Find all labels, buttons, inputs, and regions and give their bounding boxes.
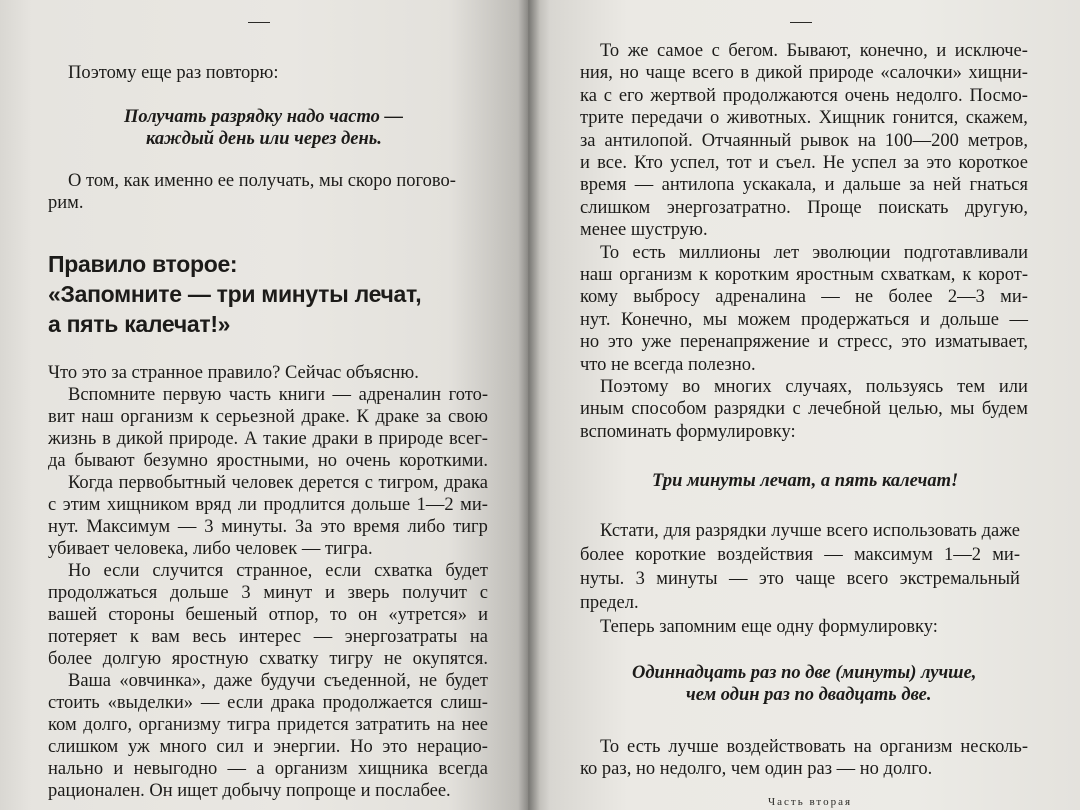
quote-line-2: каждый день или через день. [146, 129, 382, 149]
body-text-line: Когда первобытный человек дерется с тигром, драка [68, 473, 488, 493]
body-text-line: вит наш организм к серьезной драке. К драке за свою [48, 407, 488, 427]
quote-formula-1: Три минуты лечат, а пять калечат! [652, 471, 959, 491]
right-page [528, 0, 1080, 810]
body-text-line: ком долго, организму тигра придется затратить на нее [48, 715, 488, 735]
body-text-line: нут. Конечно, мы можем продержаться и дольше — [580, 309, 1028, 330]
body-text-line: более долгую яростную схватку тигру не окупятся. [48, 649, 488, 669]
section-heading-line-2: «Запомните — три минуты лечат, [48, 281, 422, 307]
body-text-line: что не всегда полезно. [580, 354, 756, 375]
body-text-line: Поэтому во многих случаях, пользуясь тем или [600, 377, 1028, 397]
body-text-line: нально и невыгодно — а организм хищника всегда [48, 759, 488, 779]
running-footer: Часть вторая [768, 796, 853, 808]
body-text-line: Кстати, для разрядки лучше всего использовать даже [600, 521, 1020, 541]
page-top-rule [790, 22, 812, 23]
body-text-line: более короткие воздействия — максимум 1—2 ми- [580, 545, 1020, 565]
body-text-line: вспоминать формулировку: [580, 421, 796, 442]
body-text-line: То есть миллионы лет эволюции подготавливали [600, 242, 1028, 263]
body-text-line: иным способом разрядки с лечебной целью, мы будем [580, 399, 1028, 420]
body-text-line: нут. Максимум — 3 минуты. За это время либо тигр [48, 517, 488, 537]
body-text-line: продолжаться дольше 3 минут и зверь получит с [48, 583, 488, 603]
quote-formula-2-line-1: Одиннадцать раз по две (минуты) лучше, [632, 663, 977, 683]
left-page [0, 0, 528, 810]
body-text-line: убивает человека, либо человек — тигра. [48, 539, 373, 559]
body-text-line: вашей стороны бешеный отпор, то он «утрется» и [48, 605, 488, 625]
body-text-line: слишком энергозатратно. Проще поискать другую, [580, 197, 1028, 218]
body-text-line: ко раз, но недолго, чем один раз — но долго. [580, 759, 933, 779]
body-text-line: То есть лучше воздействовать на организм несколь- [600, 737, 1028, 757]
paragraph-line: рим. [48, 193, 84, 213]
paragraph-line: О том, как именно ее получать, мы скоро погово- [68, 171, 456, 191]
section-heading-line-1: Правило второе: [48, 251, 238, 277]
body-text-line: наш организм к коротким яростным схваткам, к корот- [580, 265, 1028, 285]
body-text-line: потеряет к вам весь интерес — энергозатраты на [48, 627, 488, 647]
body-text-line: трите передачи о животных. Хищник гонится, скажем, [580, 108, 1028, 129]
body-text-line: жизнь в дикой природе. А такие драки в природе всег- [48, 429, 488, 449]
body-text-line: кому выбросу адреналина — не более 2—3 ми- [580, 287, 1028, 308]
body-text-line: время — антилопа ускакала, и дальше за ней гнаться [580, 175, 1028, 196]
intro-line: Поэтому еще раз повторю: [68, 63, 279, 83]
book-gutter [518, 0, 540, 810]
body-text-line: Вспомните первую часть книги — адреналин гото- [68, 385, 488, 405]
body-text-line: ка с его жертвой продолжаются очень недолго. Посмо- [580, 85, 1028, 106]
body-text-line: предел. [580, 593, 639, 613]
body-text-line: нуты. 3 минуты — это чаще всего экстремальный [580, 569, 1020, 589]
quote-formula-2-line-2: чем один раз по двадцать две. [686, 685, 932, 705]
body-text-line: да бывают безумно яростными, но очень короткими. [48, 451, 488, 471]
body-text-line: стоить «выделки» — если драка продолжается слиш- [48, 693, 488, 713]
body-text-line: менее шуструю. [580, 220, 708, 241]
body-text-line: То же самое с бегом. Бывают, конечно, и исключе- [600, 41, 1028, 61]
body-text-line: Но если случится странное, если схватка будет [68, 561, 488, 581]
body-text-line: Теперь запомним еще одну формулировку: [600, 617, 938, 637]
body-text-line: Что это за странное правило? Сейчас объясню. [48, 363, 419, 383]
body-text-line: и все. Кто успел, тот и съел. Не успел за это короткое [580, 153, 1028, 173]
quote-line-1: Получать разрядку надо часто — [124, 107, 403, 127]
body-text-line: ния, но чаще всего в дикой природе «салочки» хищни- [580, 63, 1028, 84]
body-text-line: но это уже перенапряжение и стресс, это изматывает, [580, 332, 1028, 353]
body-text-line: за антилопой. Отчаянный рывок на 100—200 метров, [580, 130, 1028, 151]
page-top-rule [248, 22, 270, 23]
body-text-line: слишком уж много сил и энергии. Но это нерацио- [48, 737, 488, 757]
body-text-line: с этим хищником вряд ли продлится дольше 1—2 ми- [48, 495, 488, 515]
body-text-line: рационален. Он ищет добычу попроще и послабее. [48, 781, 451, 801]
body-text-line: Ваша «овчинка», даже будучи съеденной, не будет [68, 671, 488, 691]
section-heading-line-3: а пять калечат!» [48, 311, 231, 337]
